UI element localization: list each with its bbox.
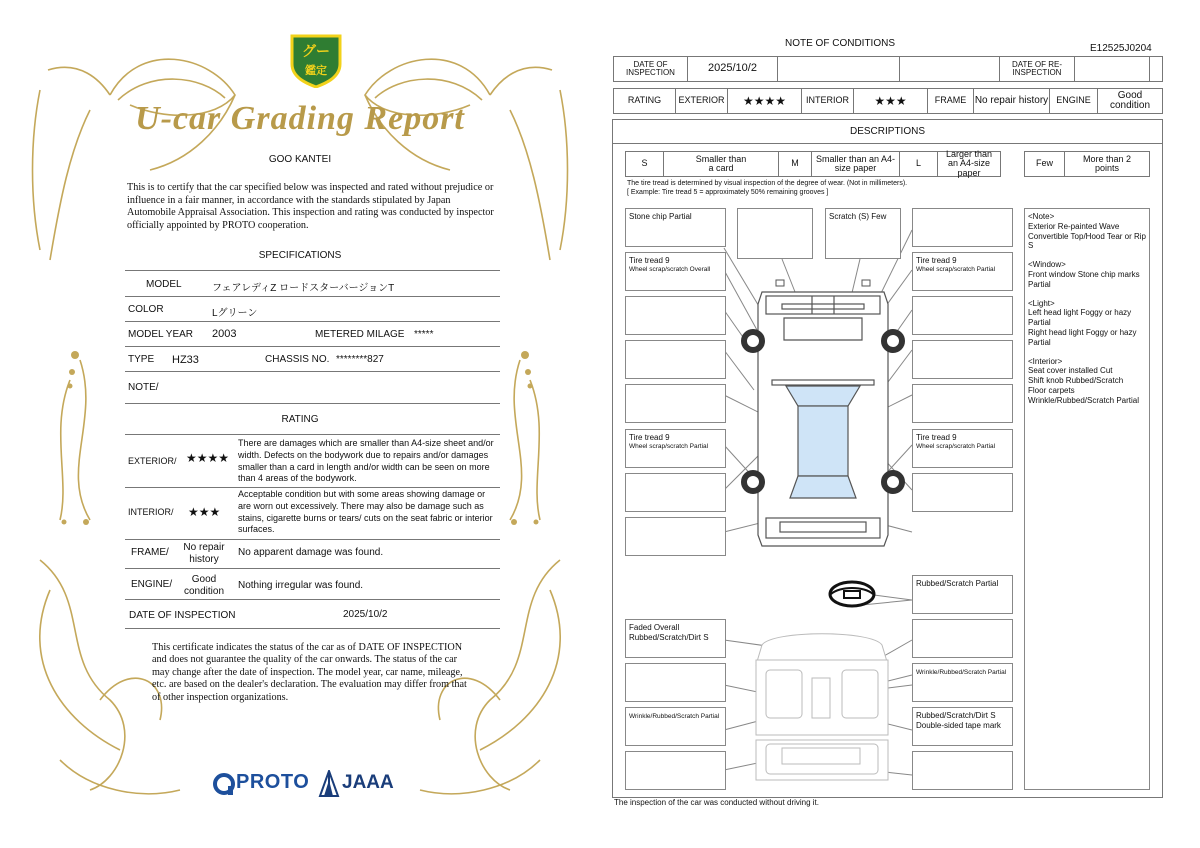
inspection-dates-row	[613, 56, 1163, 82]
jaaa-logo-icon	[318, 770, 340, 798]
chassis-label: CHASSIS NO.	[265, 354, 330, 365]
exterior-label: EXTERIOR	[676, 89, 728, 113]
frame-value: No repair history	[974, 89, 1050, 113]
exterior-stars: ★★★★	[728, 89, 802, 113]
note-box-blank	[625, 384, 726, 423]
note-box-tire-front-right: Tire tread 9 Wheel scrap/scratch Partial	[912, 252, 1013, 291]
report-title: U-car Grading Report	[135, 100, 465, 137]
proto-logo-text: PROTO	[236, 771, 310, 793]
interior-description: Acceptable condition but with some areas showing damage or are worn out excessively. There may also be damage such as stains, cigarette burns or tears/ cuts on the seat fabric or interior surfaces.	[238, 489, 493, 535]
note-box-blank	[912, 751, 1013, 790]
note-box-blank	[625, 751, 726, 790]
note-box-left-seat: Wrinkle/Rubbed/Scratch Partial	[625, 707, 726, 746]
note-box-right-seat: Wrinkle/Rubbed/Scratch Partial	[912, 663, 1013, 702]
report-subtitle: GOO KANTEI	[268, 154, 332, 165]
descriptions-heading: DESCRIPTIONS	[849, 126, 925, 137]
frame-value: No repair history	[183, 542, 225, 565]
note-box-blank	[737, 208, 813, 259]
note-label: NOTE/	[128, 382, 159, 393]
legend-m-desc: Smaller than an A4-size paper	[812, 152, 900, 176]
exterior-description: There are damages which are smaller than A4-size sheet and/or width. Defects on the bodywork due to repairs and/or damages smaller than a card in length and/or width can be seen on more than 4 areas of the bodywork.	[238, 438, 494, 484]
note-box-blank	[625, 340, 726, 379]
model-value: フェアレディZ ロードスターバージョンT	[212, 283, 395, 294]
note-box-console: Rubbed/Scratch/Dirt S Double-sided tape mark	[912, 707, 1013, 746]
note-box-stone-chip: Stone chip Partial	[625, 208, 726, 247]
note-box-tire-front-left: Tire tread 9 Wheel scrap/scratch Overall	[625, 252, 726, 291]
note-box-blank	[625, 663, 726, 702]
model-year-label: MODEL YEAR	[128, 329, 194, 340]
interior-label: INTERIOR	[802, 89, 854, 113]
interior-stars: ★★★	[854, 89, 928, 113]
engine-label: ENGINE/	[131, 579, 173, 590]
date-of-inspection-value: 2025/10/2	[343, 609, 388, 620]
note-box-dashboard: Faded Overall Rubbed/Scratch/Dirt S	[625, 619, 726, 658]
date-of-inspection-label: DATE OF INSPECTION	[129, 610, 236, 621]
note-box-blank	[912, 384, 1013, 423]
sheet-title: NOTE OF CONDITIONS	[785, 38, 895, 49]
model-label: MODEL	[146, 279, 182, 290]
exterior-stars: ★★★★	[186, 451, 230, 465]
model-year-value: 2003	[212, 328, 237, 340]
legend-l-desc: Larger than an A4-size paper	[945, 148, 993, 178]
engine-label: ENGINE	[1050, 89, 1098, 113]
legend-s-desc: Smaller than a card	[664, 152, 779, 176]
legend-few: Few	[1025, 152, 1065, 176]
tread-example: [ Example: Tire tread 5 = approximately 50% remaining grooves ]	[627, 189, 829, 196]
certification-statement: This is to certify that the car specified below was inspected and rated without prejudice or influence in a fair manner, in accordance with the standards stipulated by Japan Automobile Appraisal Association. This inspection and rating was conducted by inspector officially appointed by PROTO cooperation.	[127, 182, 494, 231]
mileage-label: METERED MILAGE	[315, 329, 405, 340]
legend-m: M	[779, 152, 812, 176]
specifications-heading: SPECIFICATIONS	[258, 250, 342, 261]
rating-row	[613, 88, 1163, 114]
note-box-blank	[625, 517, 726, 556]
legend-few-desc: More than 2 points	[1082, 153, 1132, 173]
mileage-value: *****	[414, 329, 434, 340]
color-value: Lグリーン	[212, 308, 258, 319]
note-box-blank	[912, 208, 1013, 247]
tread-note: The tire tread is determined by visual inspection of the degree of wear. (Not in millimeters).	[627, 180, 908, 187]
interior-label: INTERIOR/	[128, 507, 174, 517]
color-label: COLOR	[128, 304, 164, 315]
note-box-blank	[912, 473, 1013, 512]
engine-value: Good condition	[1109, 89, 1151, 111]
proto-logo-icon	[212, 772, 238, 796]
interior-stars: ★★★	[188, 505, 221, 519]
type-label: TYPE	[128, 354, 155, 365]
frame-description: No apparent damage was found.	[238, 547, 384, 558]
frame-label: FRAME	[928, 89, 974, 113]
legend-s: S	[626, 152, 664, 176]
frame-label: FRAME/	[131, 547, 169, 558]
legend-l: L	[900, 152, 938, 176]
svg-text:グー: グー	[302, 44, 330, 60]
note-box-tire-rear-left: Tire tread 9 Wheel scrap/scratch Partial	[625, 429, 726, 468]
sheet-footer: The inspection of the car was conducted without driving it.	[614, 798, 819, 807]
size-legend	[625, 148, 1001, 178]
date-of-inspection-label: DATE OF INSPECTION	[614, 57, 688, 81]
sheet-code: E12525J0204	[1090, 43, 1152, 54]
note-box-blank	[625, 473, 726, 512]
chassis-value: ********827	[336, 354, 384, 365]
note-box-steering: Rubbed/Scratch Partial	[912, 575, 1013, 614]
note-box-tire-rear-right: Tire tread 9 Wheel scrap/scratch Partial	[912, 429, 1013, 468]
note-box-blank	[912, 296, 1013, 335]
few-legend	[1024, 151, 1150, 177]
svg-text:鑑定: 鑑定	[305, 64, 327, 77]
goo-kantei-badge	[288, 30, 344, 88]
note-box-scratch: Scratch (S) Few	[825, 208, 901, 259]
date-of-reinspection-label: DATE OF RE-INSPECTION	[1000, 57, 1075, 81]
date-of-inspection-value: 2025/10/2	[688, 57, 778, 81]
notes-column: <Note> Exterior Re-painted Wave Convertible Top/Hood Tear or Rip S <Window> Front window Stone chip marks Partial <Light> Left head light Foggy or hazy Partial Right head light Foggy or hazy Partial <Interior> Seat cover installed Cut Shift knob Rubbed/Scratch Floor carpets Wrinkle/Rubbed/Scratch Partial	[1024, 208, 1150, 790]
rating-heading: RATING	[281, 414, 319, 425]
exterior-label: EXTERIOR/	[128, 456, 177, 466]
engine-value: Good condition	[183, 574, 225, 597]
rating-label: RATING	[614, 89, 676, 113]
note-box-blank	[625, 296, 726, 335]
note-box-blank	[912, 619, 1013, 658]
note-box-blank	[912, 340, 1013, 379]
jaaa-logo-text: JAAA	[342, 772, 394, 793]
certificate-disclaimer: This certificate indicates the status of the car as of DATE OF INSPECTION and does not guarantee the quality of the car onwards. The status of the car may change after the date of inspection. The model year, car name, mileage, etc. are based on the dealer's declaration. The evaluation may differ from that of other inspection organizations.	[152, 642, 467, 703]
logos	[212, 770, 402, 798]
type-value: HZ33	[172, 354, 199, 366]
engine-description: Nothing irregular was found.	[238, 580, 364, 591]
